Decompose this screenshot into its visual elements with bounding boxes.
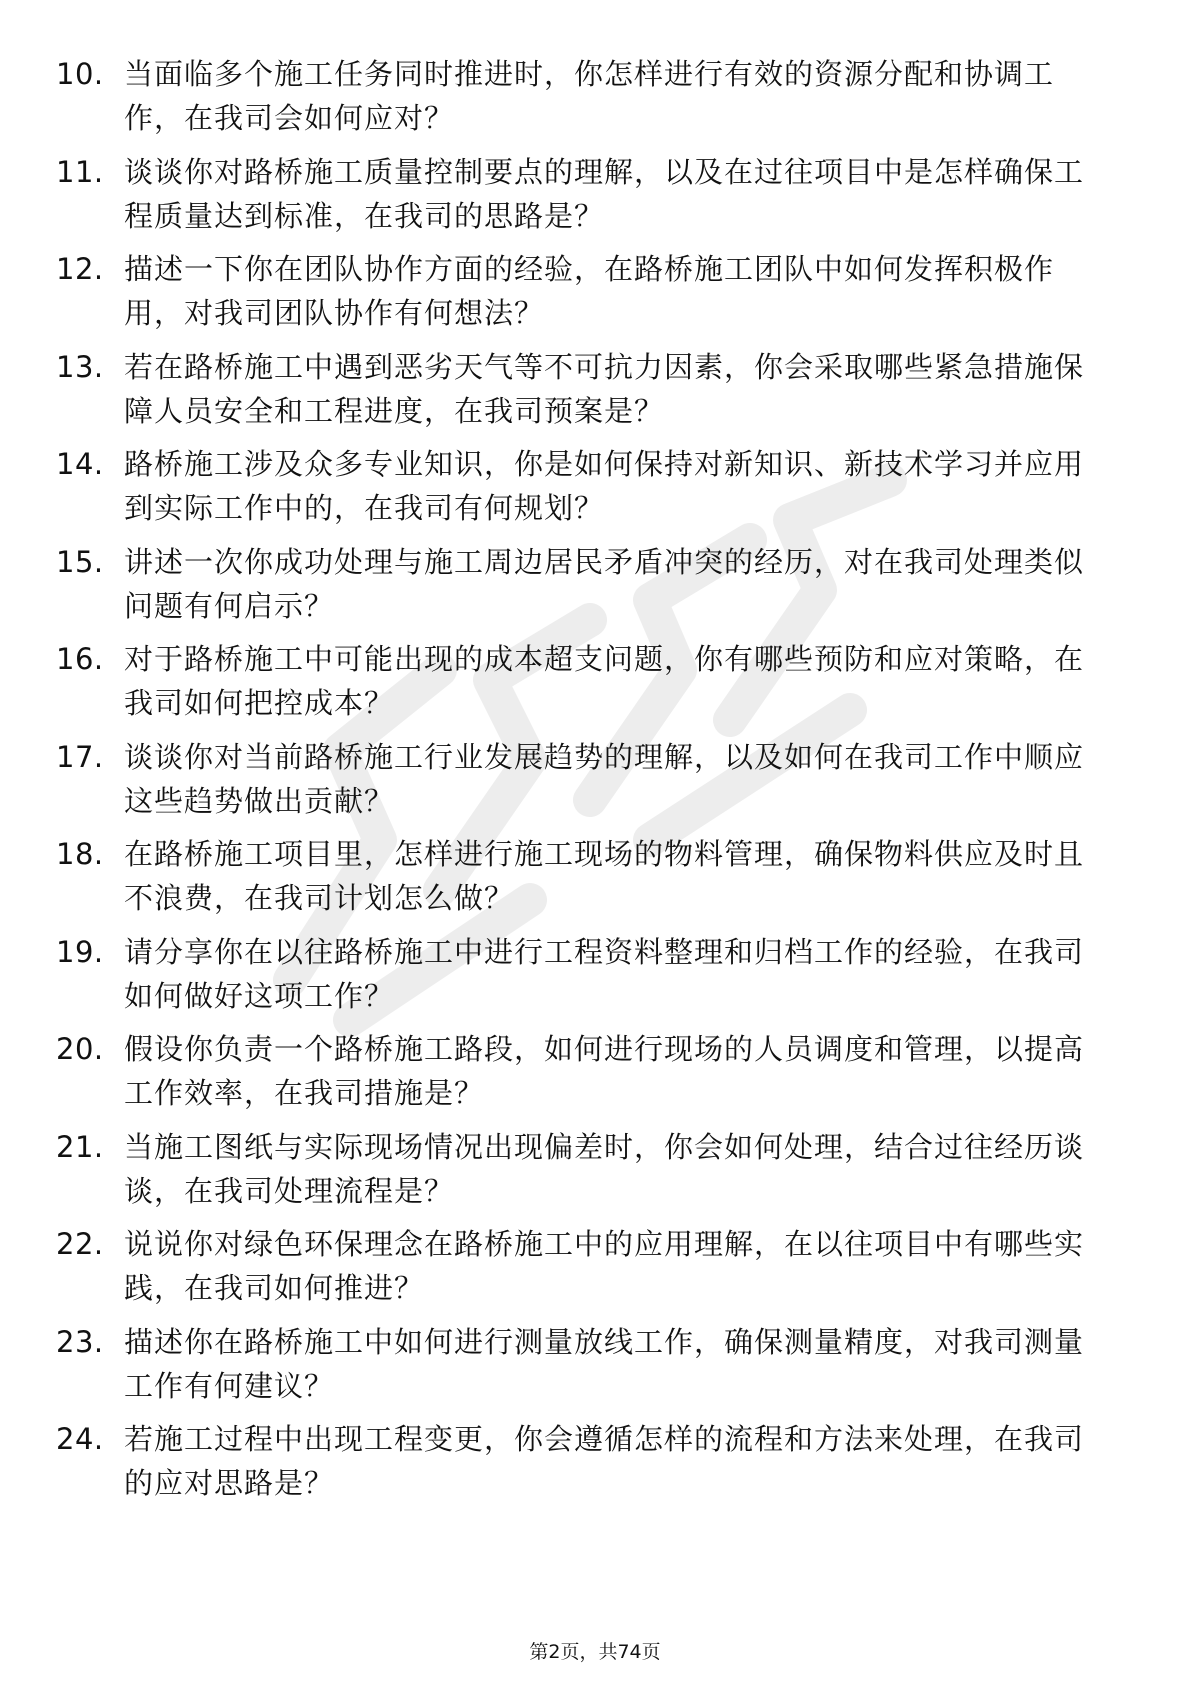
question-text: 描述一下你在团队协作方面的经验，在路桥施工团队中如何发挥积极作用，对我司团队协作有何想法？ [124, 252, 1055, 330]
question-number: 15. [56, 544, 104, 579]
question-text: 若在路桥施工中遇到恶劣天气等不可抗力因素，你会采取哪些紧急措施保障人员安全和工程进度，在我司预案是？ [124, 349, 1085, 428]
question-text: 谈谈你对路桥施工质量控制要点的理解，以及在过往项目中是怎样确保工程质量达到标准，在我司的思路是？ [124, 154, 1085, 233]
list-item [56, 442, 1116, 540]
question-number: 10. [56, 57, 104, 91]
question-text: 当施工图纸与实际现场情况出现偏差时，你会如何处理，结合过往经历谈谈，在我司处理流程是？ [124, 1129, 1085, 1208]
list-item [56, 1222, 1116, 1320]
question-text: 描述你在路桥施工中如何进行测量放线工作，确保测量精度，对我司测量工作有何建议？ [124, 1324, 1085, 1403]
question-text: 当面临多个施工任务同时推进时，你怎样进行有效的资源分配和协调工作，在我司会如何应对？ [124, 57, 1055, 135]
list-item [56, 832, 1116, 930]
question-number: 18. [56, 837, 104, 871]
question-number: 21. [56, 1129, 104, 1164]
list-item [56, 1027, 1116, 1125]
question-number: 24. [56, 1422, 104, 1456]
question-text: 谈谈你对当前路桥施工行业发展趋势的理解，以及如何在我司工作中顺应这些趋势做出贡献？ [124, 739, 1085, 818]
question-number: 17. [56, 739, 104, 774]
question-number: 23. [56, 1324, 104, 1359]
question-number: 20. [56, 1032, 104, 1066]
question-text: 假设你负责一个路桥施工路段，如何进行现场的人员调度和管理，以提高工作效率，在我司措施是？ [124, 1032, 1085, 1110]
list-item [56, 735, 1116, 833]
question-text: 在路桥施工项目里，怎样进行施工现场的物料管理，确保物料供应及时且不浪费，在我司计划怎么做？ [124, 837, 1085, 915]
list-item [56, 52, 1116, 150]
question-number: 22. [56, 1227, 104, 1261]
question-text: 路桥施工涉及众多专业知识，你是如何保持对新知识、新技术学习并应用到实际工作中的，在我司有何规划？ [124, 447, 1085, 525]
question-text: 说说你对绿色环保理念在路桥施工中的应用理解，在以往项目中有哪些实践，在我司如何推进？ [124, 1227, 1085, 1305]
question-text: 若施工过程中出现工程变更，你会遵循怎样的流程和方法来处理，在我司的应对思路是？ [124, 1422, 1085, 1500]
question-list [56, 52, 1116, 1515]
list-item [56, 150, 1116, 248]
list-item [56, 1417, 1116, 1515]
list-item [56, 1320, 1116, 1418]
question-number: 12. [56, 252, 104, 286]
list-item [56, 930, 1116, 1028]
list-item [56, 345, 1116, 443]
question-text: 请分享你在以往路桥施工中进行工程资料整理和归档工作的经验，在我司如何做好这项工作？ [124, 934, 1085, 1013]
question-text: 对于路桥施工中可能出现的成本超支问题，你有哪些预防和应对策略，在我司如何把控成本？ [124, 642, 1085, 720]
list-item [56, 1125, 1116, 1223]
list-item [56, 637, 1116, 735]
question-number: 19. [56, 934, 104, 969]
page-indicator: 第2页，共74页 [529, 1641, 661, 1663]
question-number: 16. [56, 642, 104, 676]
list-item [56, 247, 1116, 345]
question-number: 13. [56, 349, 104, 384]
question-number: 11. [56, 154, 104, 189]
question-number: 14. [56, 447, 104, 481]
question-text: 讲述一次你成功处理与施工周边居民矛盾冲突的经历，对在我司处理类似问题有何启示？ [124, 544, 1085, 623]
list-item [56, 540, 1116, 638]
